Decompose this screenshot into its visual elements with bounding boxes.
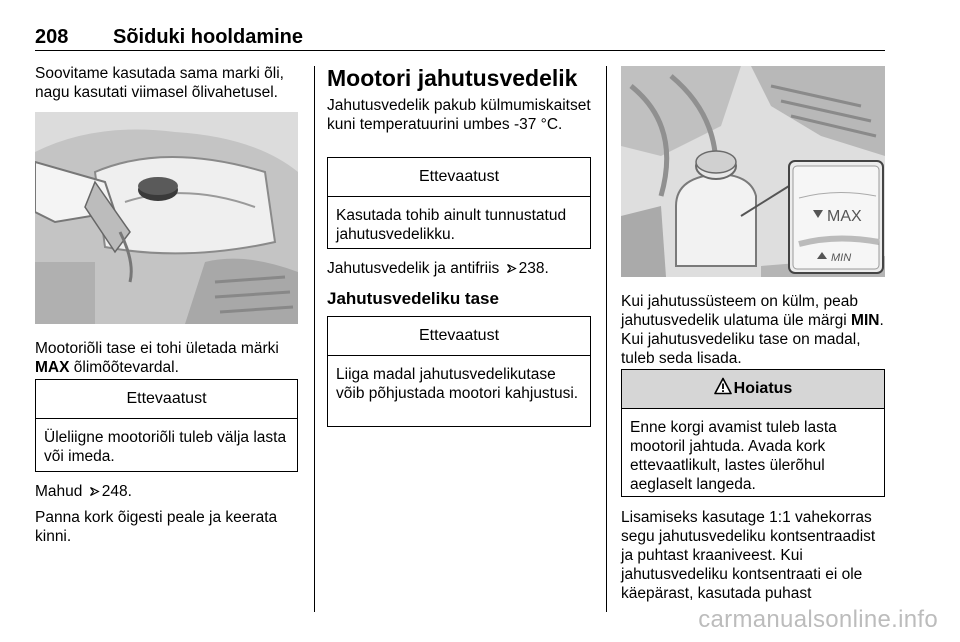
col3-level-text	[621, 292, 886, 368]
level-text-post: õlimõõtevardal.	[69, 359, 179, 376]
notice-box-oil	[35, 379, 298, 472]
level-text-pre: Kui jahutussüsteem on külm, peab jahutusvedelik ulatuma üle märgi	[621, 293, 858, 329]
warning-header	[622, 370, 884, 409]
coolant-heading: Mootori jahutusvedelik	[327, 65, 578, 91]
section-title: Sõiduki hooldamine	[113, 26, 304, 48]
coolant-level-subheading: Jahutusvedeliku tase	[327, 289, 499, 308]
coolant-reservoir-image	[621, 66, 885, 277]
warning-body: Enne korgi avamist tuleb lasta mootoril jahtuda. Avada kork ettevaatlikult, lastes ülerõhul aeglaselt langeda.	[630, 419, 837, 493]
level-text-pre: Mootoriõli tase ei tohi ületada märki	[35, 340, 279, 357]
notice-box-coolant-level	[327, 316, 591, 427]
coolant-reservoir-drawing	[621, 66, 885, 277]
notice-title: Ettevaatust	[328, 317, 590, 356]
notice-box-coolant-type	[327, 157, 591, 249]
column-divider-2	[606, 66, 607, 612]
col1-intro: Soovitame kasutada sama marki õli, nagu kasutati viimasel õlivahetusel.	[35, 65, 284, 101]
column-divider-1	[314, 66, 315, 612]
warning-triangle-icon	[714, 377, 732, 395]
antifreeze-ref	[327, 259, 597, 278]
engine-oil-image	[35, 112, 298, 324]
capacity-text: Mahud	[35, 483, 83, 500]
notice-title: Ettevaatust	[36, 380, 297, 419]
notice-body: Kasutada tohib ainult tunnustatud jahutusvedelikku.	[336, 207, 567, 243]
col1-level-text	[35, 339, 305, 377]
notice-body: Liiga madal jahutusvedelikutase võib põhjustada mootori kahjustusi.	[336, 366, 579, 402]
antifreeze-page-link[interactable]: 238	[518, 260, 545, 277]
page-header	[35, 26, 885, 52]
page-ref-arrow-icon	[89, 486, 100, 497]
header-rule	[35, 50, 885, 51]
cap-instruction: Panna kork õigesti peale ja keerata kinni.	[35, 509, 278, 545]
watermark: carmanualsonline.info	[698, 606, 938, 633]
warning-title: Hoiatus	[733, 380, 793, 397]
notice-body: Üleliigne mootoriõli tuleb välja lasta või imeda.	[44, 429, 287, 465]
level-text-max: MAX	[35, 359, 70, 376]
coolant-intro: Jahutusvedelik pakub külmumiskaitset kuni temperatuurini umbes -37 °C.	[327, 97, 591, 133]
engine-oil-drawing	[35, 112, 298, 324]
capacity-page-link[interactable]: 248	[101, 483, 128, 500]
level-text-min: MIN	[851, 312, 880, 329]
antifreeze-period: .	[544, 260, 549, 277]
warning-box	[621, 369, 885, 497]
coolant-mix-text: Lisamiseks kasutage 1:1 vahekorras segu jahutusvedeliku kontsentraadist ja puhtast kraaniveest. Kui jahutusvedeliku kontsentraati ei ole käepärast, kasutada puhast	[621, 509, 876, 602]
page-number: 208	[35, 26, 69, 48]
capacity-ref	[35, 482, 305, 501]
max-mark-label: MAX	[827, 208, 862, 225]
capacity-period: .	[127, 483, 132, 500]
notice-title: Ettevaatust	[328, 158, 590, 197]
level-text-post: . Kui jahutusvedeliku tase on madal, tuleb seda lisada.	[621, 312, 884, 367]
min-mark-label: MIN	[831, 252, 852, 264]
page-ref-arrow-icon	[506, 263, 517, 274]
antifreeze-text: Jahutusvedelik ja antifriis	[327, 260, 500, 277]
